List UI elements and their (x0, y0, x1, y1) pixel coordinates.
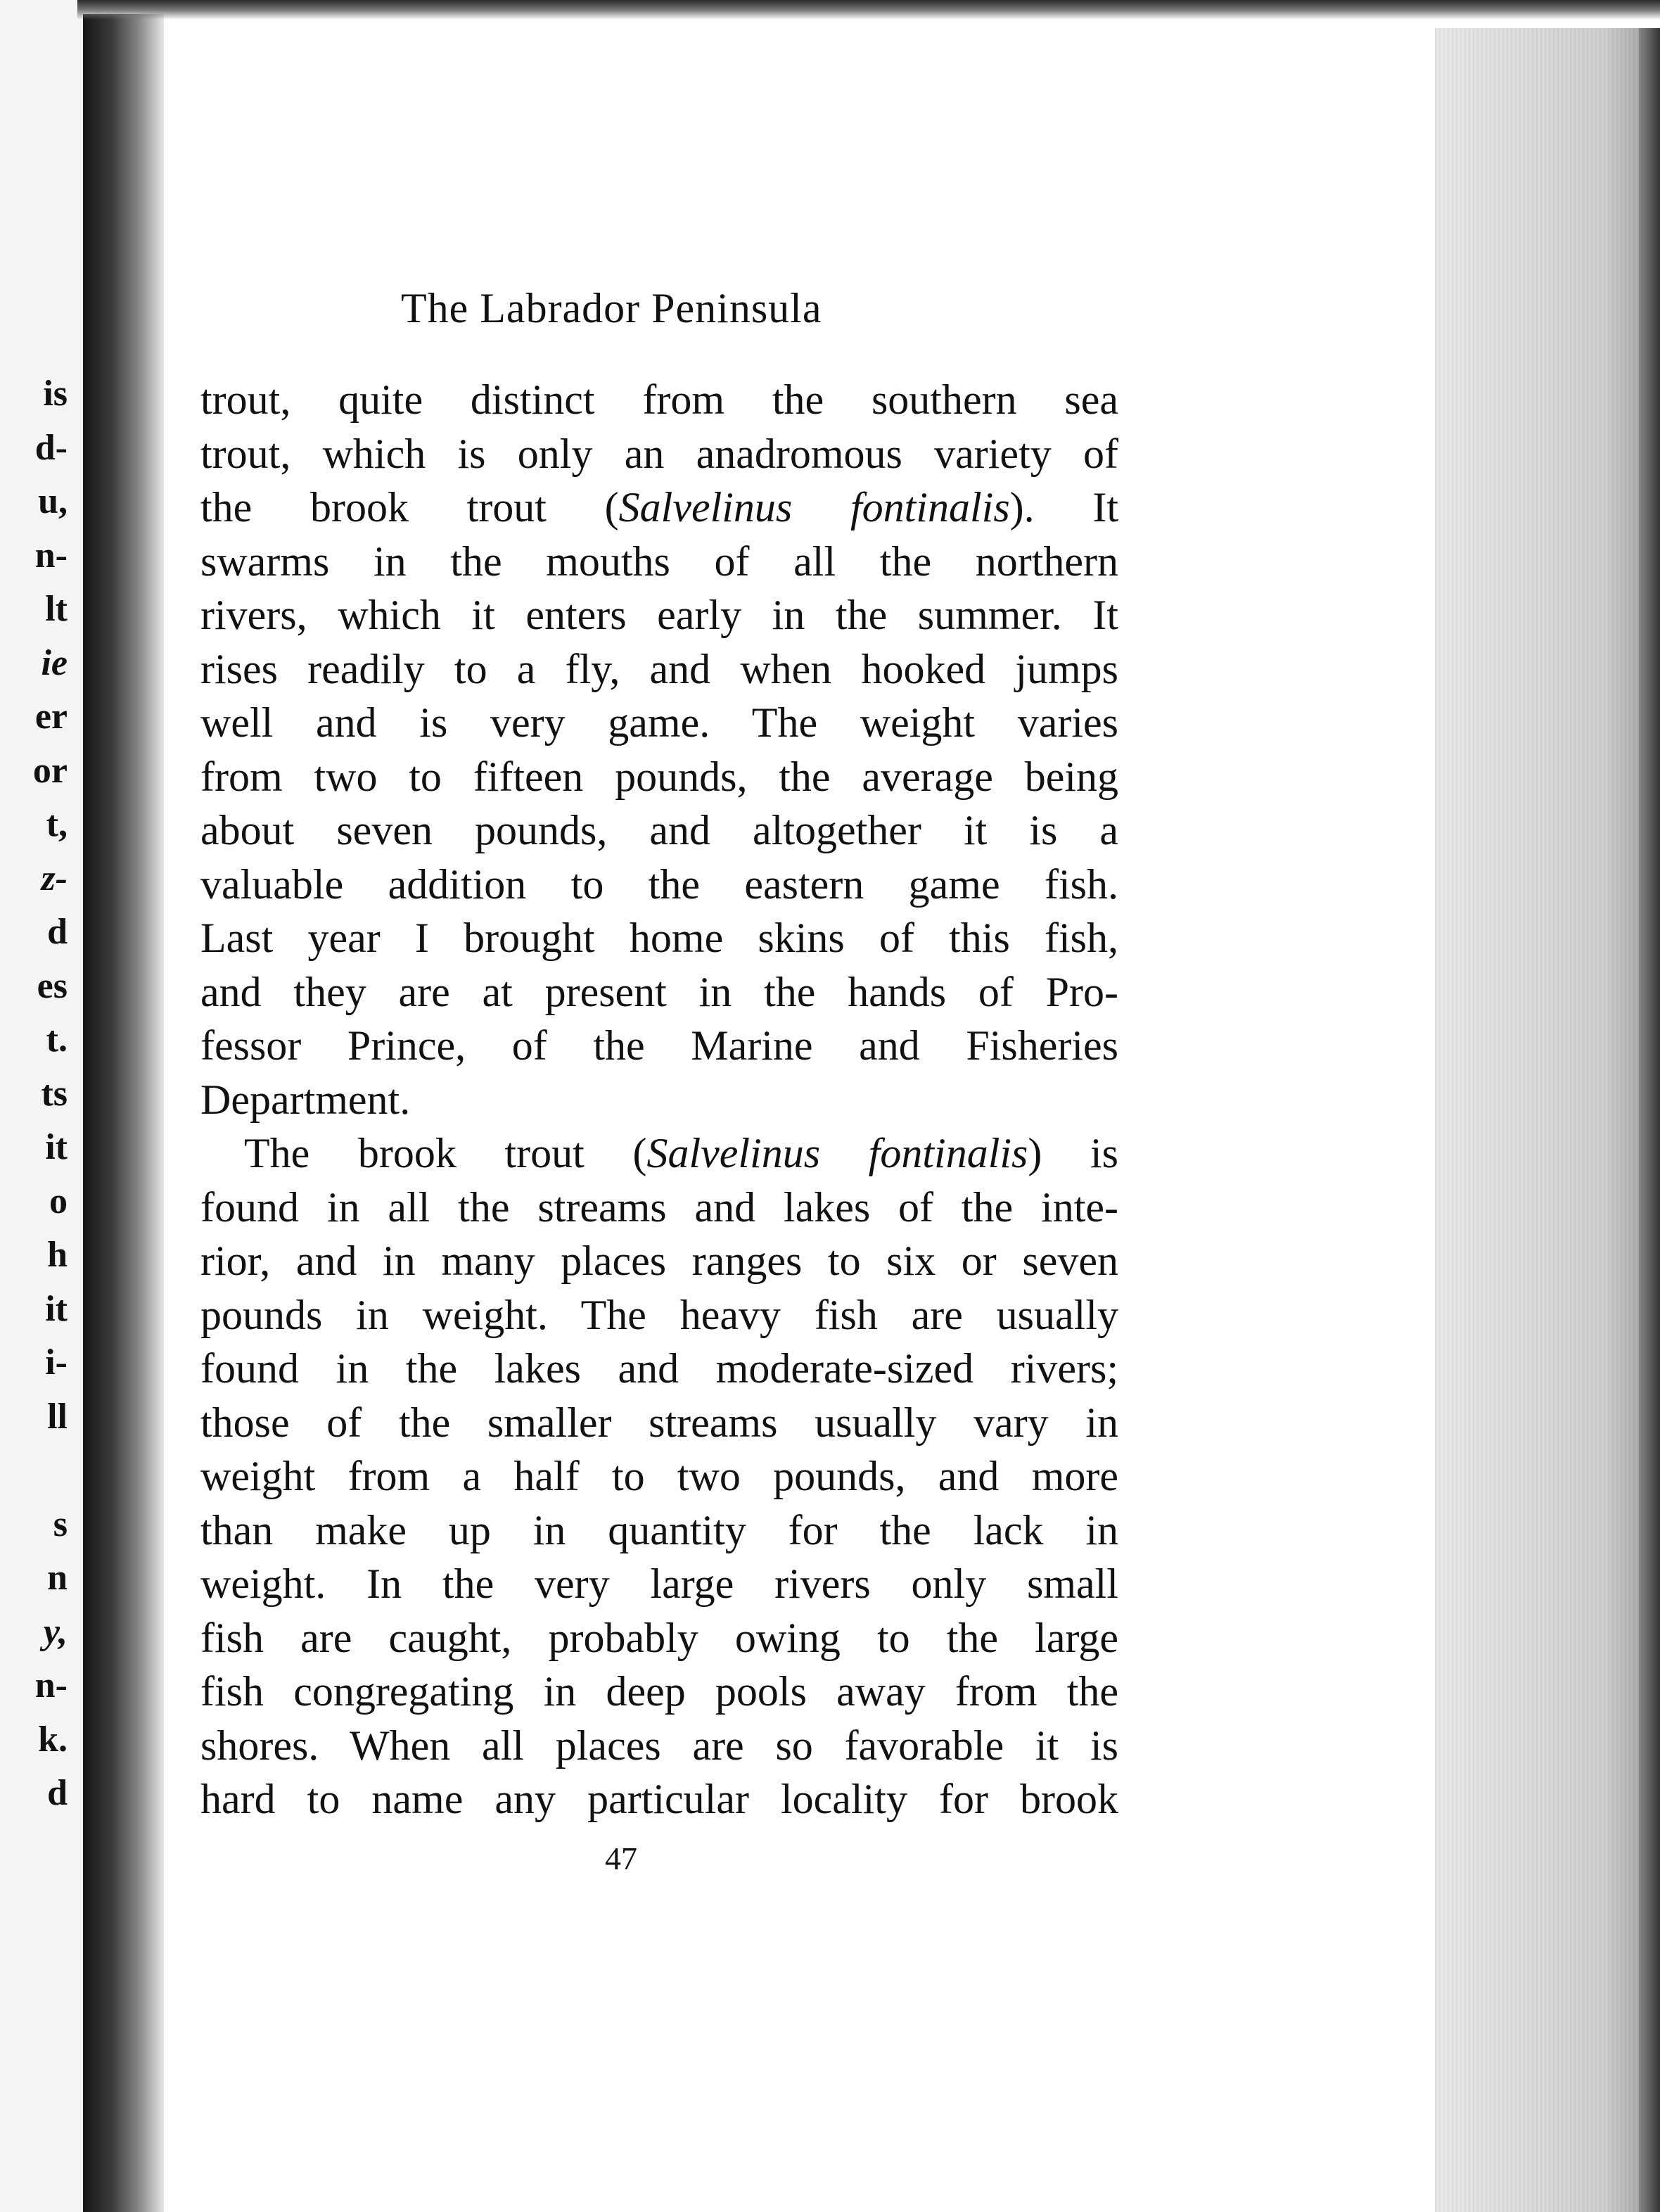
body-text (200, 373, 1118, 1826)
text-span: found in the lakes and moderate-sized rivers; (200, 1345, 1118, 1392)
previous-page-fragment: n- (34, 1665, 68, 1705)
text-span: weight from a half to two pounds, and more (200, 1453, 1118, 1499)
text-span: swarms in the mouths of all the northern (200, 538, 1118, 585)
running-head: The Labrador Peninsula (401, 285, 822, 331)
text-line (200, 1665, 1118, 1719)
text-span: Last year I brought home skins of this fish, (200, 915, 1118, 961)
text-line (200, 1557, 1118, 1611)
previous-page-fragment: lt (45, 589, 68, 629)
text-span: from two to fifteen pounds, the average being (200, 753, 1118, 800)
text-span: rises readily to a fly, and when hooked jumps (200, 645, 1118, 692)
text-span: fish are caught, probably owing to the large (200, 1614, 1118, 1661)
text-line (200, 1719, 1118, 1773)
previous-page-fragment: h (47, 1235, 68, 1275)
previous-page-fragment: k. (38, 1719, 68, 1760)
text-span: trout, quite distinct from the southern sea (200, 376, 1118, 423)
previous-page-edge (0, 0, 83, 2212)
text-span: trout, which is only an anadromous variety of (200, 430, 1118, 477)
italic-species-name: Salvelinus fontinalis (646, 1130, 1028, 1176)
text-line (200, 373, 1118, 427)
previous-page-fragment: is (43, 374, 68, 414)
text-span: the brook trout ( (200, 484, 619, 530)
text-span: Department. (200, 1076, 411, 1123)
text-span: fish congregating in deep pools away from the (200, 1668, 1118, 1715)
text-line (200, 1611, 1118, 1665)
text-line (200, 1288, 1118, 1342)
text-line (200, 1772, 1118, 1826)
text-line (200, 535, 1118, 589)
text-line (200, 1019, 1118, 1073)
previous-page-word-fragments (0, 367, 77, 1821)
previous-page-fragment: es (37, 965, 68, 1006)
scan-top-shadow (77, 0, 1660, 20)
text-line (200, 642, 1118, 697)
text-span: well and is very game. The weight varies (200, 699, 1118, 746)
previous-page-fragment: ll (47, 1396, 68, 1437)
text-line (200, 803, 1118, 858)
previous-page-fragment: i- (45, 1342, 68, 1382)
page-number: 47 (605, 1841, 637, 1876)
text-line (200, 965, 1118, 1019)
previous-page-fragment: it (45, 1288, 68, 1329)
text-line (200, 1342, 1118, 1396)
text-span: rior, and in many places ranges to six or seven (200, 1238, 1118, 1284)
book-gutter-shadow (83, 14, 164, 2212)
text-span: pounds in weight. The heavy fish are usually (200, 1291, 1118, 1338)
text-line (200, 750, 1118, 804)
previous-page-fragment: it (45, 1127, 68, 1167)
text-span: weight. In the very large rivers only small (200, 1561, 1118, 1607)
text-span: valuable addition to the eastern game fish. (200, 860, 1118, 908)
text-line (200, 911, 1118, 965)
text-line (200, 427, 1118, 481)
text-line (200, 1073, 1118, 1127)
italic-species-name: Salvelinus fontinalis (618, 484, 1010, 530)
text-span: hard to name any particular locality for brook (200, 1776, 1118, 1822)
page-block-edges (1435, 28, 1660, 2212)
previous-page-fragment: t, (46, 804, 68, 844)
previous-page-fragment: s (53, 1504, 68, 1544)
text-span: fessor Prince, of the Marine and Fisheries (200, 1022, 1118, 1069)
text-span: rivers, which it enters early in the summer. It (200, 592, 1118, 638)
previous-page-fragment: d (47, 912, 68, 952)
text-span: and they are at present in the hands of Pro- (200, 968, 1118, 1015)
previous-page-fragment (0, 1444, 77, 1498)
previous-page-fragment: er (34, 697, 68, 737)
previous-page-fragment: o (49, 1181, 68, 1221)
previous-page-fragment: u, (38, 481, 68, 521)
text-span: ) is (1028, 1130, 1119, 1176)
previous-page-fragment: n (47, 1558, 68, 1598)
text-line (200, 1449, 1118, 1504)
previous-page-fragment: or (32, 750, 68, 791)
text-line (200, 1504, 1118, 1558)
text-span: The brook trout ( (244, 1130, 647, 1176)
text-line (200, 1396, 1118, 1450)
previous-page-fragment: ie (41, 642, 68, 683)
text-line (200, 1126, 1118, 1181)
text-span: about seven pounds, and altogether it is a (200, 807, 1118, 853)
previous-page-fragment: y, (43, 1611, 68, 1652)
text-line (200, 696, 1118, 750)
previous-page-fragment: ts (41, 1073, 68, 1114)
text-span: than make up in quantity for the lack in (200, 1506, 1118, 1553)
previous-page-fragment: n- (34, 535, 68, 576)
text-span: found in all the streams and lakes of the inte- (200, 1183, 1118, 1231)
text-line (200, 588, 1118, 642)
previous-page-fragment: d- (34, 427, 68, 468)
text-span: shores. When all places are so favorable it is (200, 1722, 1118, 1769)
text-line (200, 1234, 1118, 1288)
text-span: ). It (1009, 484, 1118, 530)
previous-page-fragment: d (47, 1773, 68, 1813)
previous-page-fragment: t. (46, 1019, 68, 1060)
page-block-outer-edge (1639, 28, 1660, 2212)
text-span: those of the smaller streams usually vary in (200, 1399, 1118, 1446)
text-line (200, 1181, 1118, 1235)
text-line (200, 858, 1118, 912)
previous-page-fragment: z- (41, 858, 68, 898)
text-line (200, 481, 1118, 535)
